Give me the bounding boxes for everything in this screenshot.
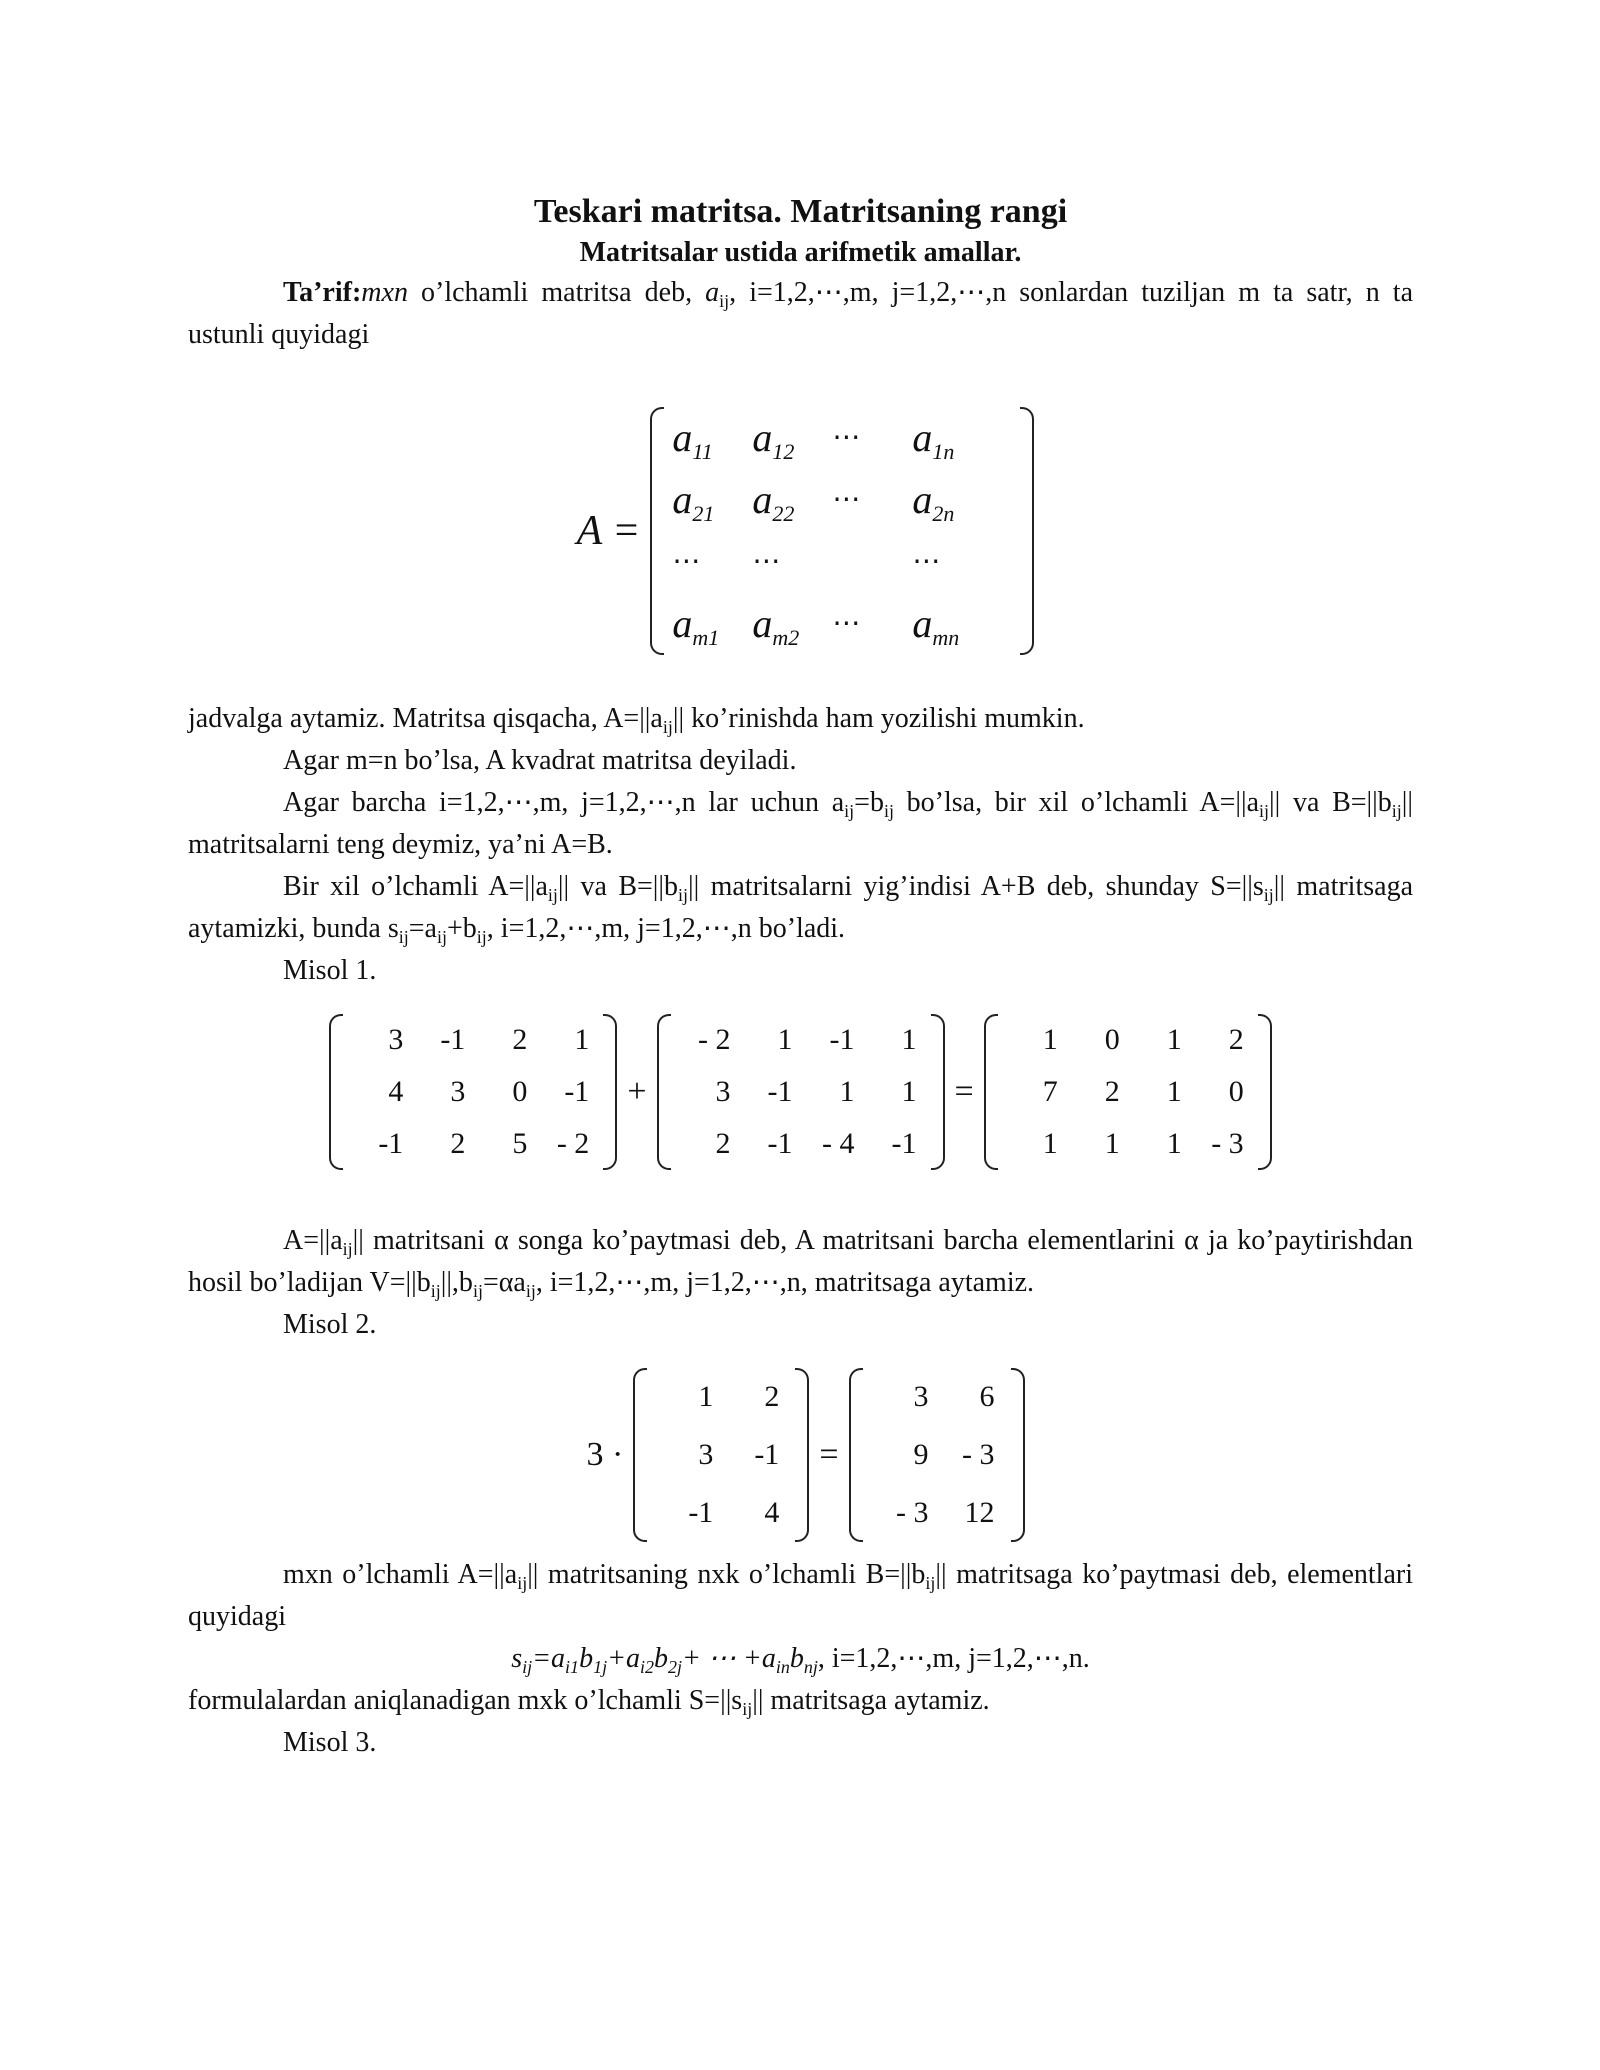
ex1-m2-cell: 1 bbox=[901, 1075, 917, 1108]
ex1-m2-cell: 2 bbox=[715, 1127, 731, 1160]
example-1-equation bbox=[188, 1014, 1413, 1170]
matrix-A-cell: ⋯ bbox=[912, 546, 941, 577]
ex1-m3-cell: 1 bbox=[1104, 1127, 1120, 1160]
ex1-m1-cell: 4 bbox=[388, 1075, 404, 1108]
matrix-A-lhs: A = bbox=[576, 508, 641, 554]
matrix-A-cell: $a_{22}$ bbox=[752, 477, 795, 526]
ex1-m2-cell: -1 bbox=[767, 1127, 793, 1160]
matrix-A-cell: $a_{21}$ bbox=[672, 477, 715, 526]
left-paren bbox=[650, 407, 664, 655]
ex1-m3-cell: 0 bbox=[1104, 1023, 1120, 1056]
ex2-m2-cell: - 3 bbox=[896, 1496, 929, 1529]
ex2-m1-cell: 4 bbox=[764, 1496, 780, 1529]
paragraph-1: jadvalga aytamiz. Matritsa qisqacha, $A=||a_{ij}||$ ko’rinishda ham yozilishi mumkin. bbox=[188, 703, 1085, 737]
paragraph-3: Agar barcha i=1,2,⋯,m, j=1,2,⋯,n lar uchun $a_{ij}=b_{ij}$ bo’lsa, bir xil o’lchamli $A=||a_{ij}||$ va $B=||b_{ij}||$ matritsalarni teng deymiz, ya’ni A=B. bbox=[188, 787, 1413, 860]
ex1-m1-cell: -1 bbox=[378, 1127, 404, 1160]
ex2-m1-cell: -1 bbox=[754, 1438, 780, 1471]
definition-paragraph: Ta’rif:mxn o’lchamli matritsa deb, $a_{ij}$, i=1,2,⋯,m, j=1,2,⋯,n sonlardan tuziljan m ta satr, n ta ustunli quyidagi bbox=[188, 277, 1413, 350]
ex1-m1-cell: 2 bbox=[450, 1127, 466, 1160]
ex2-m1-cell: 1 bbox=[698, 1380, 714, 1413]
example-2-matrix-1 bbox=[633, 1368, 809, 1542]
right-paren bbox=[1020, 407, 1034, 655]
example-2-equation bbox=[188, 1368, 1413, 1542]
ex1-m2-cell: -1 bbox=[829, 1023, 855, 1056]
scalar-3: 3 · bbox=[586, 1436, 624, 1473]
matrix-A-cell: $a_{2n}$ bbox=[912, 477, 955, 526]
ex1-m2-cell: -1 bbox=[767, 1075, 793, 1108]
example-1-matrix-1 bbox=[329, 1014, 617, 1170]
ex1-m3-cell: 1 bbox=[1166, 1127, 1182, 1160]
matrix-A-cell: $a_{11}$ bbox=[672, 415, 713, 464]
plus-sign: + bbox=[627, 1073, 647, 1110]
paragraph-5: $A=||a_{ij}||$ matritsani α songa ko’paytmasi deb, A matritsani barcha elementlarini α ja ko’paytirishdan hosil bo’ladijan $V=||b_{ij}||,b_{ij}=\alpha a_{ij}$, i=1,2,⋯,m, j=1,2,⋯,n, matritsaga aytamiz. bbox=[188, 1225, 1413, 1301]
paragraph-6: mxn o’lchamli $A=||a_{ij}||$ matritsaning nxk o’lchamli $B=||b_{ij}||$ matritsaga ko’paytmasi deb, elementlari quyidagi bbox=[188, 1559, 1413, 1632]
matrix-A-cell: $a_{m1}$ bbox=[672, 601, 720, 650]
ex1-m1-cell: 0 bbox=[512, 1075, 528, 1108]
ex1-m2-cell: -1 bbox=[891, 1127, 917, 1160]
page-subtitle: Matritsalar ustida arifmetik amallar. bbox=[579, 237, 1022, 268]
ex1-m3-cell: 2 bbox=[1104, 1075, 1120, 1108]
ex1-m3-cell: 1 bbox=[1166, 1023, 1182, 1056]
ex1-m1-cell: - 2 bbox=[556, 1127, 590, 1160]
paragraph-4: Bir xil o’lchamli $A=||a_{ij}||$ va $B=||b_{ij}||$ matritsalarni yig’indisi A+B deb, shunday $S=||s_{ij}||$ matritsaga aytamizki, bunda $s_{ij}=a_{ij}+b_{ij}$, i=1,2,⋯,m, j=1,2,⋯,n bo’ladi. bbox=[188, 871, 1413, 947]
example-2-matrix-result bbox=[849, 1368, 1025, 1542]
example-1-matrix-2 bbox=[657, 1014, 945, 1170]
ex1-m2-cell: - 4 bbox=[822, 1127, 855, 1160]
matrix-A-cell: $a_{12}$ bbox=[752, 415, 795, 464]
ex1-m1-cell: -1 bbox=[440, 1023, 466, 1056]
ex2-m1-cell: -1 bbox=[688, 1496, 714, 1529]
ex2-m1-cell: 3 bbox=[698, 1438, 714, 1471]
ex1-m3-cell: 1 bbox=[1166, 1075, 1182, 1108]
equals-sign: = bbox=[819, 1436, 839, 1473]
paragraph-7: formulalardan aniqlanadigan mxk o’lchamli $S=||s_{ij}||$ matritsaga aytamiz. bbox=[188, 1685, 990, 1719]
matrix-A-cell: ⋯ bbox=[832, 422, 861, 453]
ex1-m1-cell: 1 bbox=[574, 1023, 590, 1056]
ex1-m3-cell: 1 bbox=[1042, 1023, 1058, 1056]
ex1-m2-cell: 1 bbox=[777, 1023, 793, 1056]
misol-3-label: Misol 3. bbox=[283, 1727, 377, 1758]
ex1-m1-cell: 3 bbox=[450, 1075, 466, 1108]
ex2-m1-cell: 2 bbox=[764, 1380, 780, 1413]
ex2-m2-cell: 9 bbox=[913, 1438, 929, 1471]
definition-label: Ta’rif: bbox=[283, 277, 362, 308]
matrix-A-cell: ⋯ bbox=[752, 546, 781, 577]
matrix-A-cell: $a_{mn}$ bbox=[912, 601, 960, 650]
matrix-A bbox=[650, 407, 1034, 655]
multiplication-formula: $s_{ij}=a_{i1}b_{1j}+a_{i2}b_{2j}+$ ⋯ $+a_{in}b_{nj}$, i=1,2,⋯,m, j=1,2,⋯,n. bbox=[511, 1643, 1090, 1677]
ex2-m2-cell: 12 bbox=[964, 1496, 995, 1529]
document-page bbox=[188, 180, 1413, 1764]
matrix-A-cell: ⋯ bbox=[832, 608, 861, 639]
ex1-m3-cell: 2 bbox=[1228, 1023, 1244, 1056]
ex2-m2-cell: 6 bbox=[979, 1380, 995, 1413]
equals-sign: = bbox=[954, 1073, 974, 1110]
matrix-A-cell: ⋯ bbox=[672, 546, 701, 577]
ex1-m1-cell: 3 bbox=[388, 1023, 404, 1056]
matrix-A-equation bbox=[188, 406, 1413, 656]
matrix-A-cell: $a_{1n}$ bbox=[912, 415, 955, 464]
misol-1-label: Misol 1. bbox=[283, 955, 377, 986]
ex1-m2-cell: 1 bbox=[839, 1075, 855, 1108]
misol-2-label: Misol 2. bbox=[283, 1309, 377, 1340]
matrix-A-cell: $a_{m2}$ bbox=[752, 601, 800, 650]
paragraph-2: Agar m=n bo’lsa, A kvadrat matritsa deyiladi. bbox=[283, 745, 797, 776]
page-title: Teskari matritsa. Matritsaning rangi bbox=[533, 193, 1068, 230]
ex1-m2-cell: 1 bbox=[901, 1023, 917, 1056]
ex1-m1-cell: -1 bbox=[564, 1075, 590, 1108]
ex1-m1-cell: 2 bbox=[512, 1023, 528, 1056]
example-1-matrix-result bbox=[984, 1014, 1272, 1170]
ex1-m3-cell: 7 bbox=[1042, 1075, 1058, 1108]
ex1-m2-cell: 3 bbox=[715, 1075, 731, 1108]
ex1-m2-cell: - 2 bbox=[698, 1023, 731, 1056]
ex2-m2-cell: 3 bbox=[913, 1380, 929, 1413]
ex1-m3-cell: - 3 bbox=[1211, 1127, 1244, 1160]
ex2-m2-cell: - 3 bbox=[962, 1438, 995, 1471]
matrix-A-cell: ⋯ bbox=[832, 484, 861, 515]
matrix-A-grid bbox=[664, 407, 1020, 655]
ex1-m3-cell: 0 bbox=[1228, 1075, 1244, 1108]
ex1-m1-cell: 5 bbox=[512, 1127, 528, 1160]
ex1-m3-cell: 1 bbox=[1042, 1127, 1058, 1160]
